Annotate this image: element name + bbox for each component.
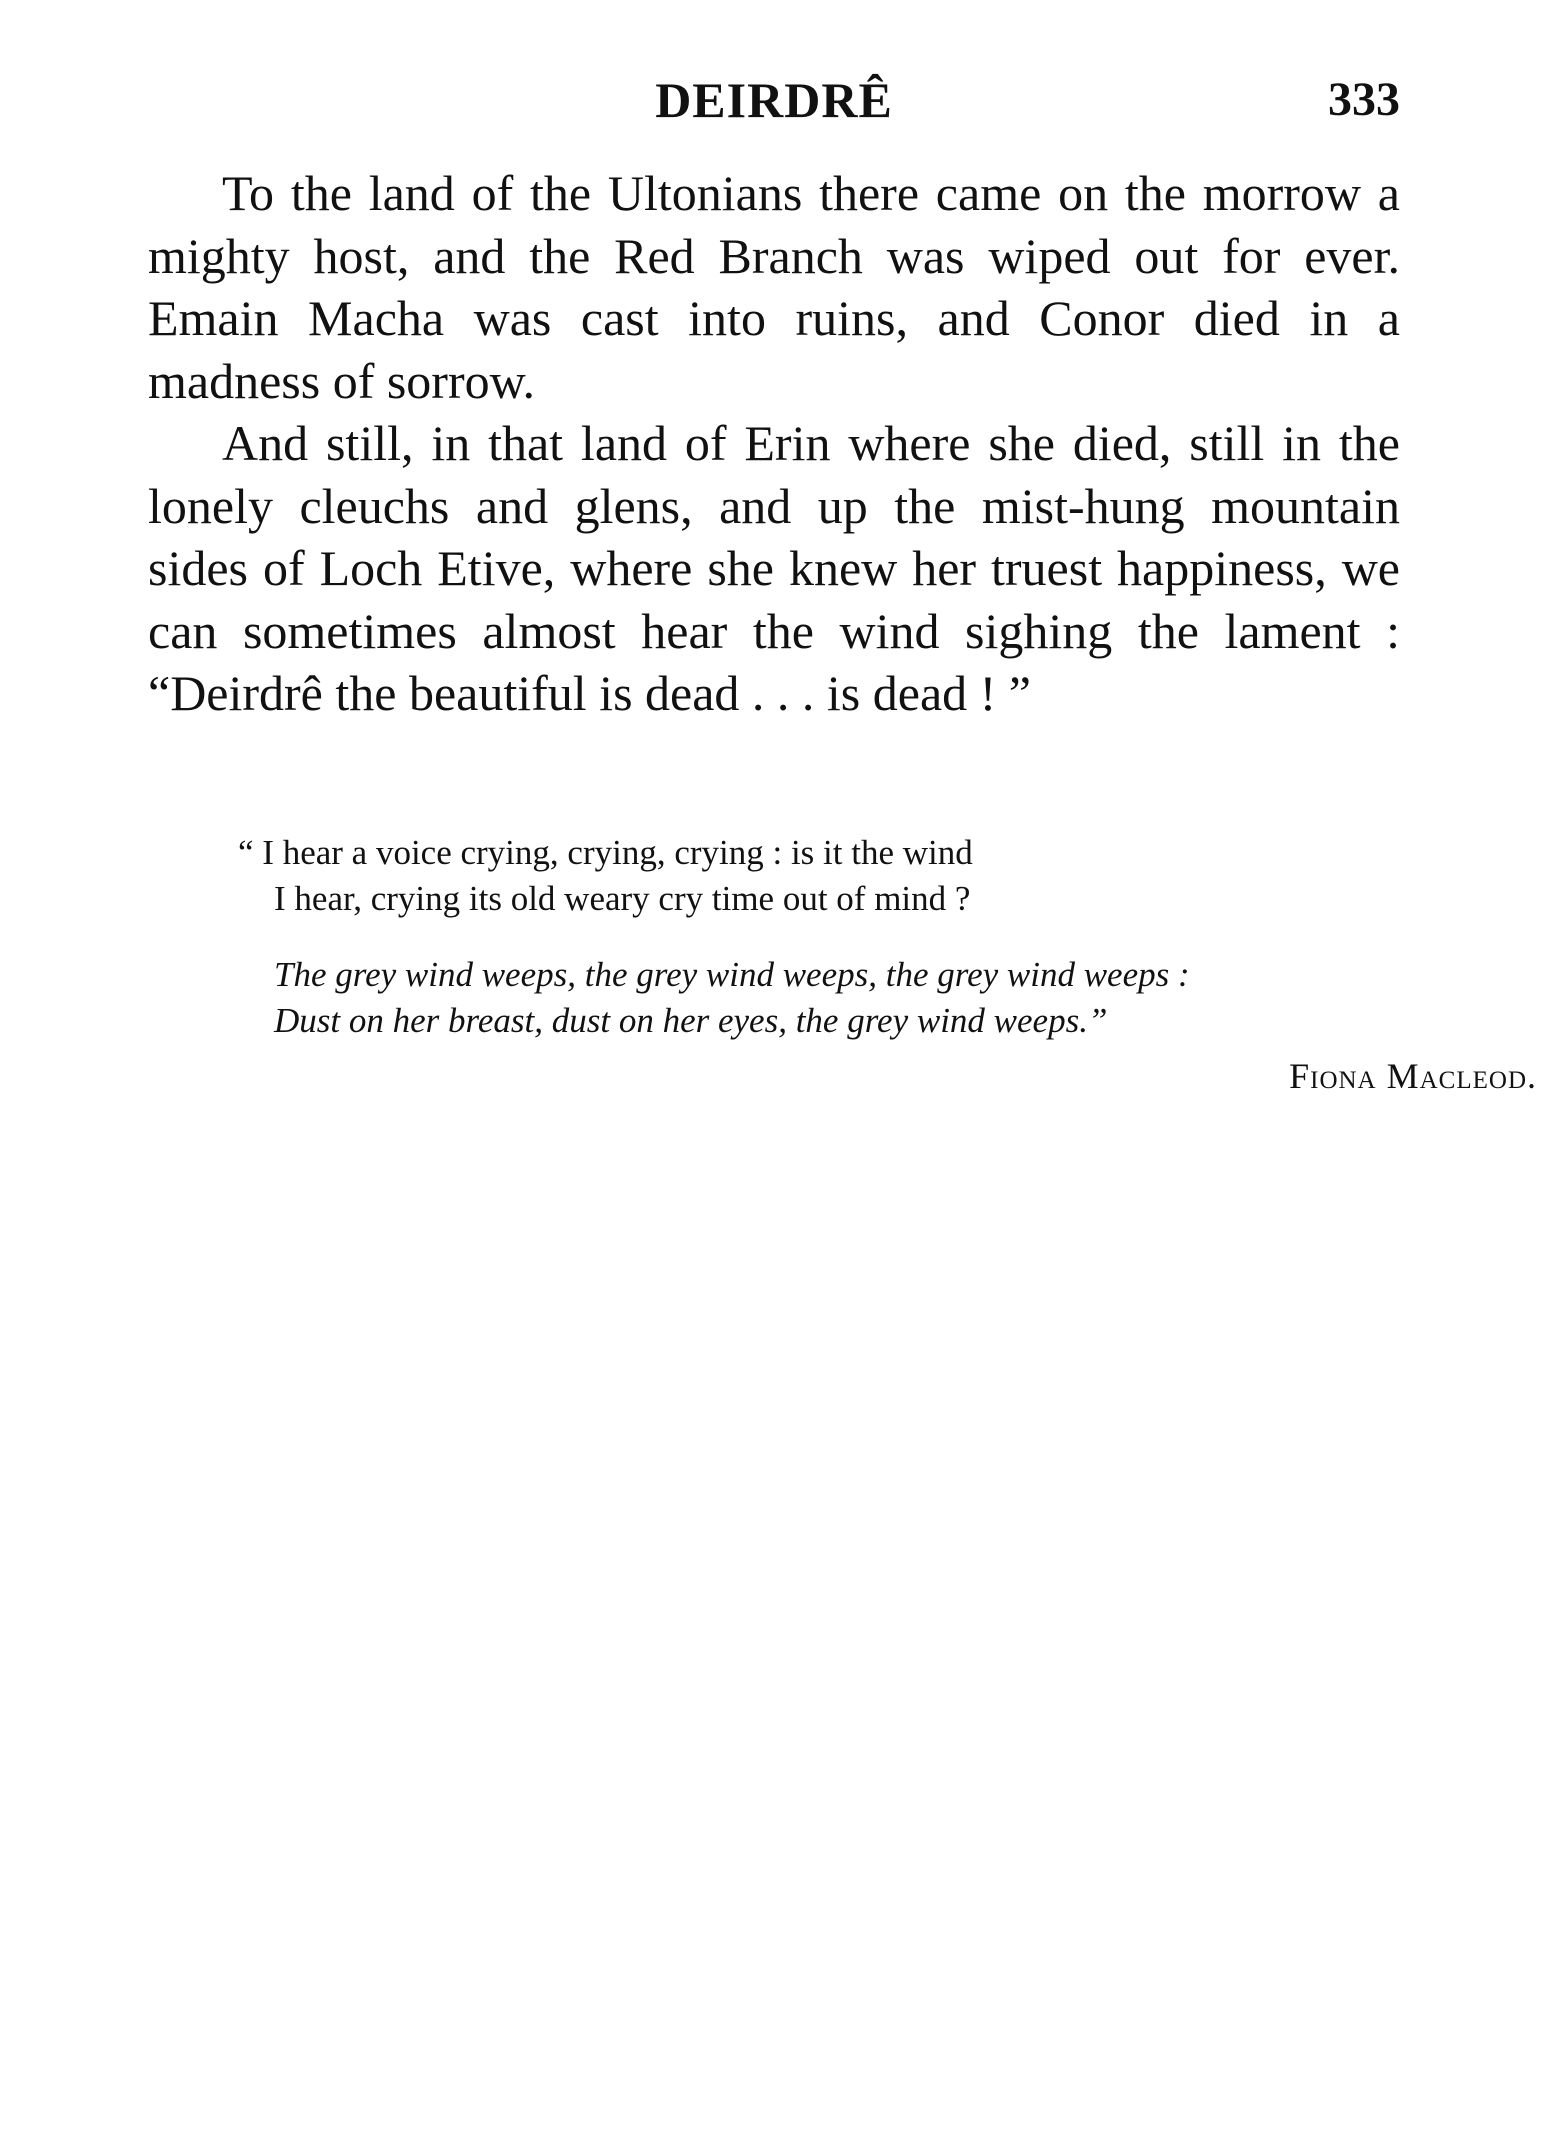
verse-line: The grey wind weeps, the grey wind weeps, the grey wind weeps : — [274, 955, 1190, 994]
verse-line: I hear, crying its old weary cry time out of mind ? — [274, 879, 971, 918]
running-title: DEIRDRÊ — [655, 72, 893, 128]
paragraph: And still, in that land of Erin where she died, still in the lonely cleuchs and glens, and up the mist-hung mountain sides of Loch Etive, where she knew her truest happiness, we can sometimes almost hear the wind sighing the lament : “Deirdrê the beautiful is dead . . . is dead ! ” — [148, 415, 1400, 721]
verse-quotation — [238, 830, 1400, 1074]
stanza-2 — [238, 952, 1400, 1044]
paragraph: To the land of the Ultonians there came on the morrow a mighty host, and the Red Branch was wiped out for ever. Emain Macha was cast into ruins, and Conor died in a madness of sorrow. — [148, 165, 1400, 409]
verse-attribution: Fiona Macleod. — [1289, 1056, 1537, 1096]
page-number: 333 — [1328, 73, 1400, 126]
verse-line: Dust on her breast, dust on her eyes, the grey wind weeps.” — [274, 1001, 1108, 1040]
stanza-1 — [238, 830, 1400, 922]
body-text — [148, 162, 1400, 725]
verse-line: “ I hear a voice crying, crying, crying : is it the wind — [238, 833, 973, 872]
running-head — [148, 70, 1400, 130]
